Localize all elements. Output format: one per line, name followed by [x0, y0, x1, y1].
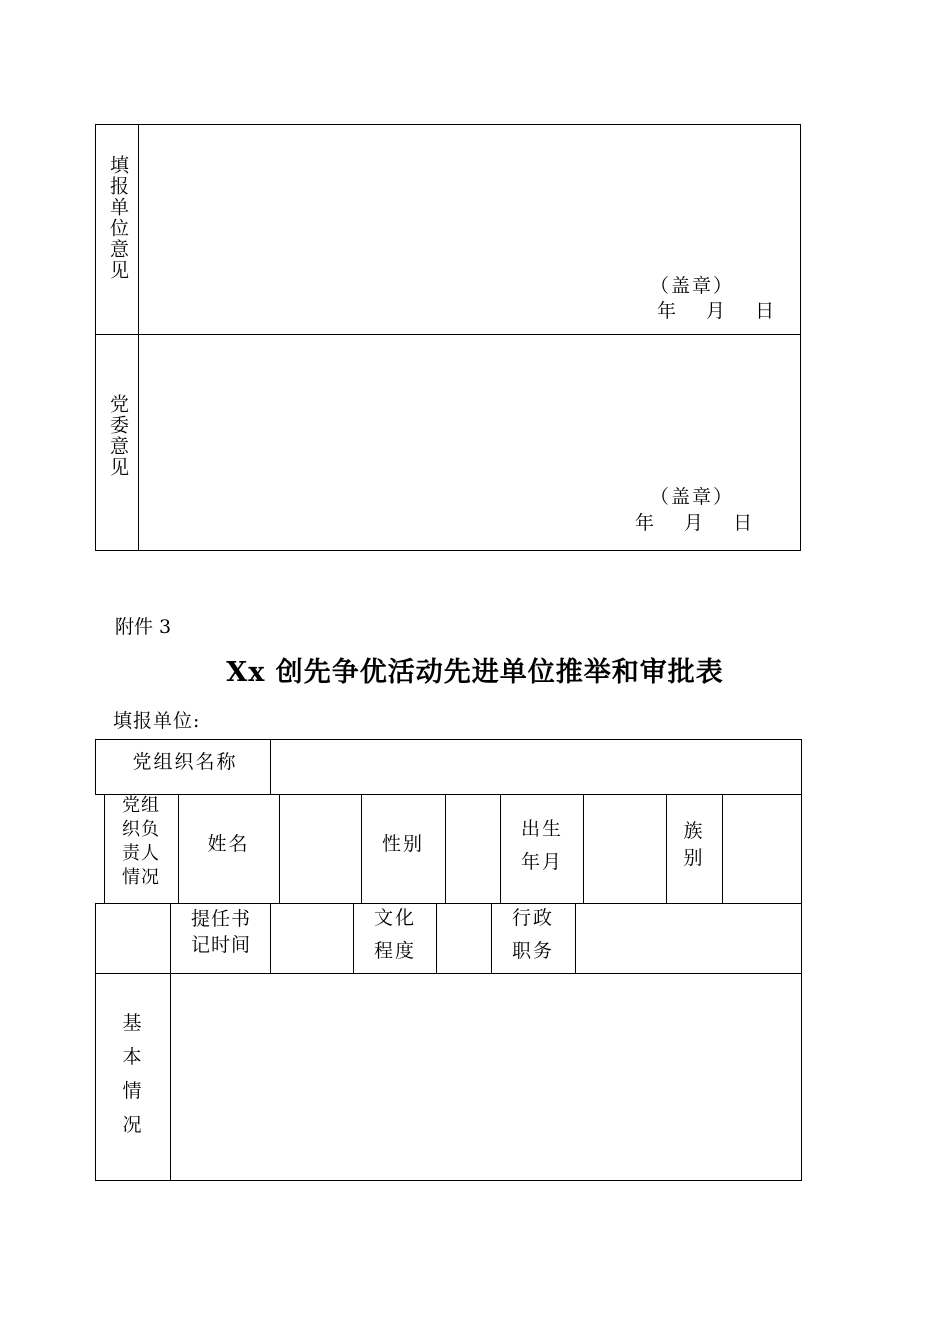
appointment-col-2: [270, 903, 271, 974]
gender-label: 性别: [381, 833, 424, 855]
form-title: Xx 创先争优活动先进单位推举和审批表: [226, 657, 724, 688]
party-committee-seal: （盖章）: [650, 486, 735, 508]
admin-post-label: 行政职务: [511, 907, 554, 962]
leader-info-label: 党组织负责人情况: [122, 795, 160, 888]
filler-unit-label: 填报单位:: [113, 710, 201, 732]
appointment-col-1: [170, 903, 171, 974]
birth-label: 出生年月: [520, 818, 563, 873]
leader-col-5: [500, 795, 501, 904]
leader-col-2: [279, 795, 280, 904]
opinion-table-divider: [138, 124, 139, 551]
leader-col-8: [722, 795, 723, 904]
unit-opinion-seal: （盖章）: [650, 275, 735, 297]
appointment-col-5: [491, 903, 492, 974]
ethnicity-label: 族别: [683, 820, 705, 869]
org-name-divider: [270, 739, 271, 795]
leader-col-7: [666, 795, 667, 904]
appointed-time-label: 提任书记时间: [190, 908, 251, 956]
party-committee-date: 年 月 日: [635, 512, 753, 534]
basic-info-row: [95, 973, 802, 1181]
leader-row-right: [801, 795, 802, 904]
unit-opinion-date: 年 月 日: [657, 300, 775, 322]
opinion-table-row-divider: [95, 334, 801, 335]
basic-info-label: 基本情况: [122, 1012, 144, 1136]
party-committee-opinion-label: 党委意见: [107, 394, 129, 478]
appointment-col-3: [353, 903, 354, 974]
basic-info-divider: [170, 973, 171, 1181]
name-label: 姓名: [207, 833, 250, 855]
leader-col-6: [583, 795, 584, 904]
org-name-label: 党组织名称: [132, 751, 238, 773]
appointment-col-6: [575, 903, 576, 974]
leader-row-left: [104, 795, 105, 904]
education-label: 文化程度: [373, 907, 416, 962]
appointment-col-4: [436, 903, 437, 974]
leader-col-4: [445, 795, 446, 904]
attachment-label: 附件 3: [115, 616, 172, 638]
unit-opinion-label: 填报单位意见: [107, 155, 129, 281]
